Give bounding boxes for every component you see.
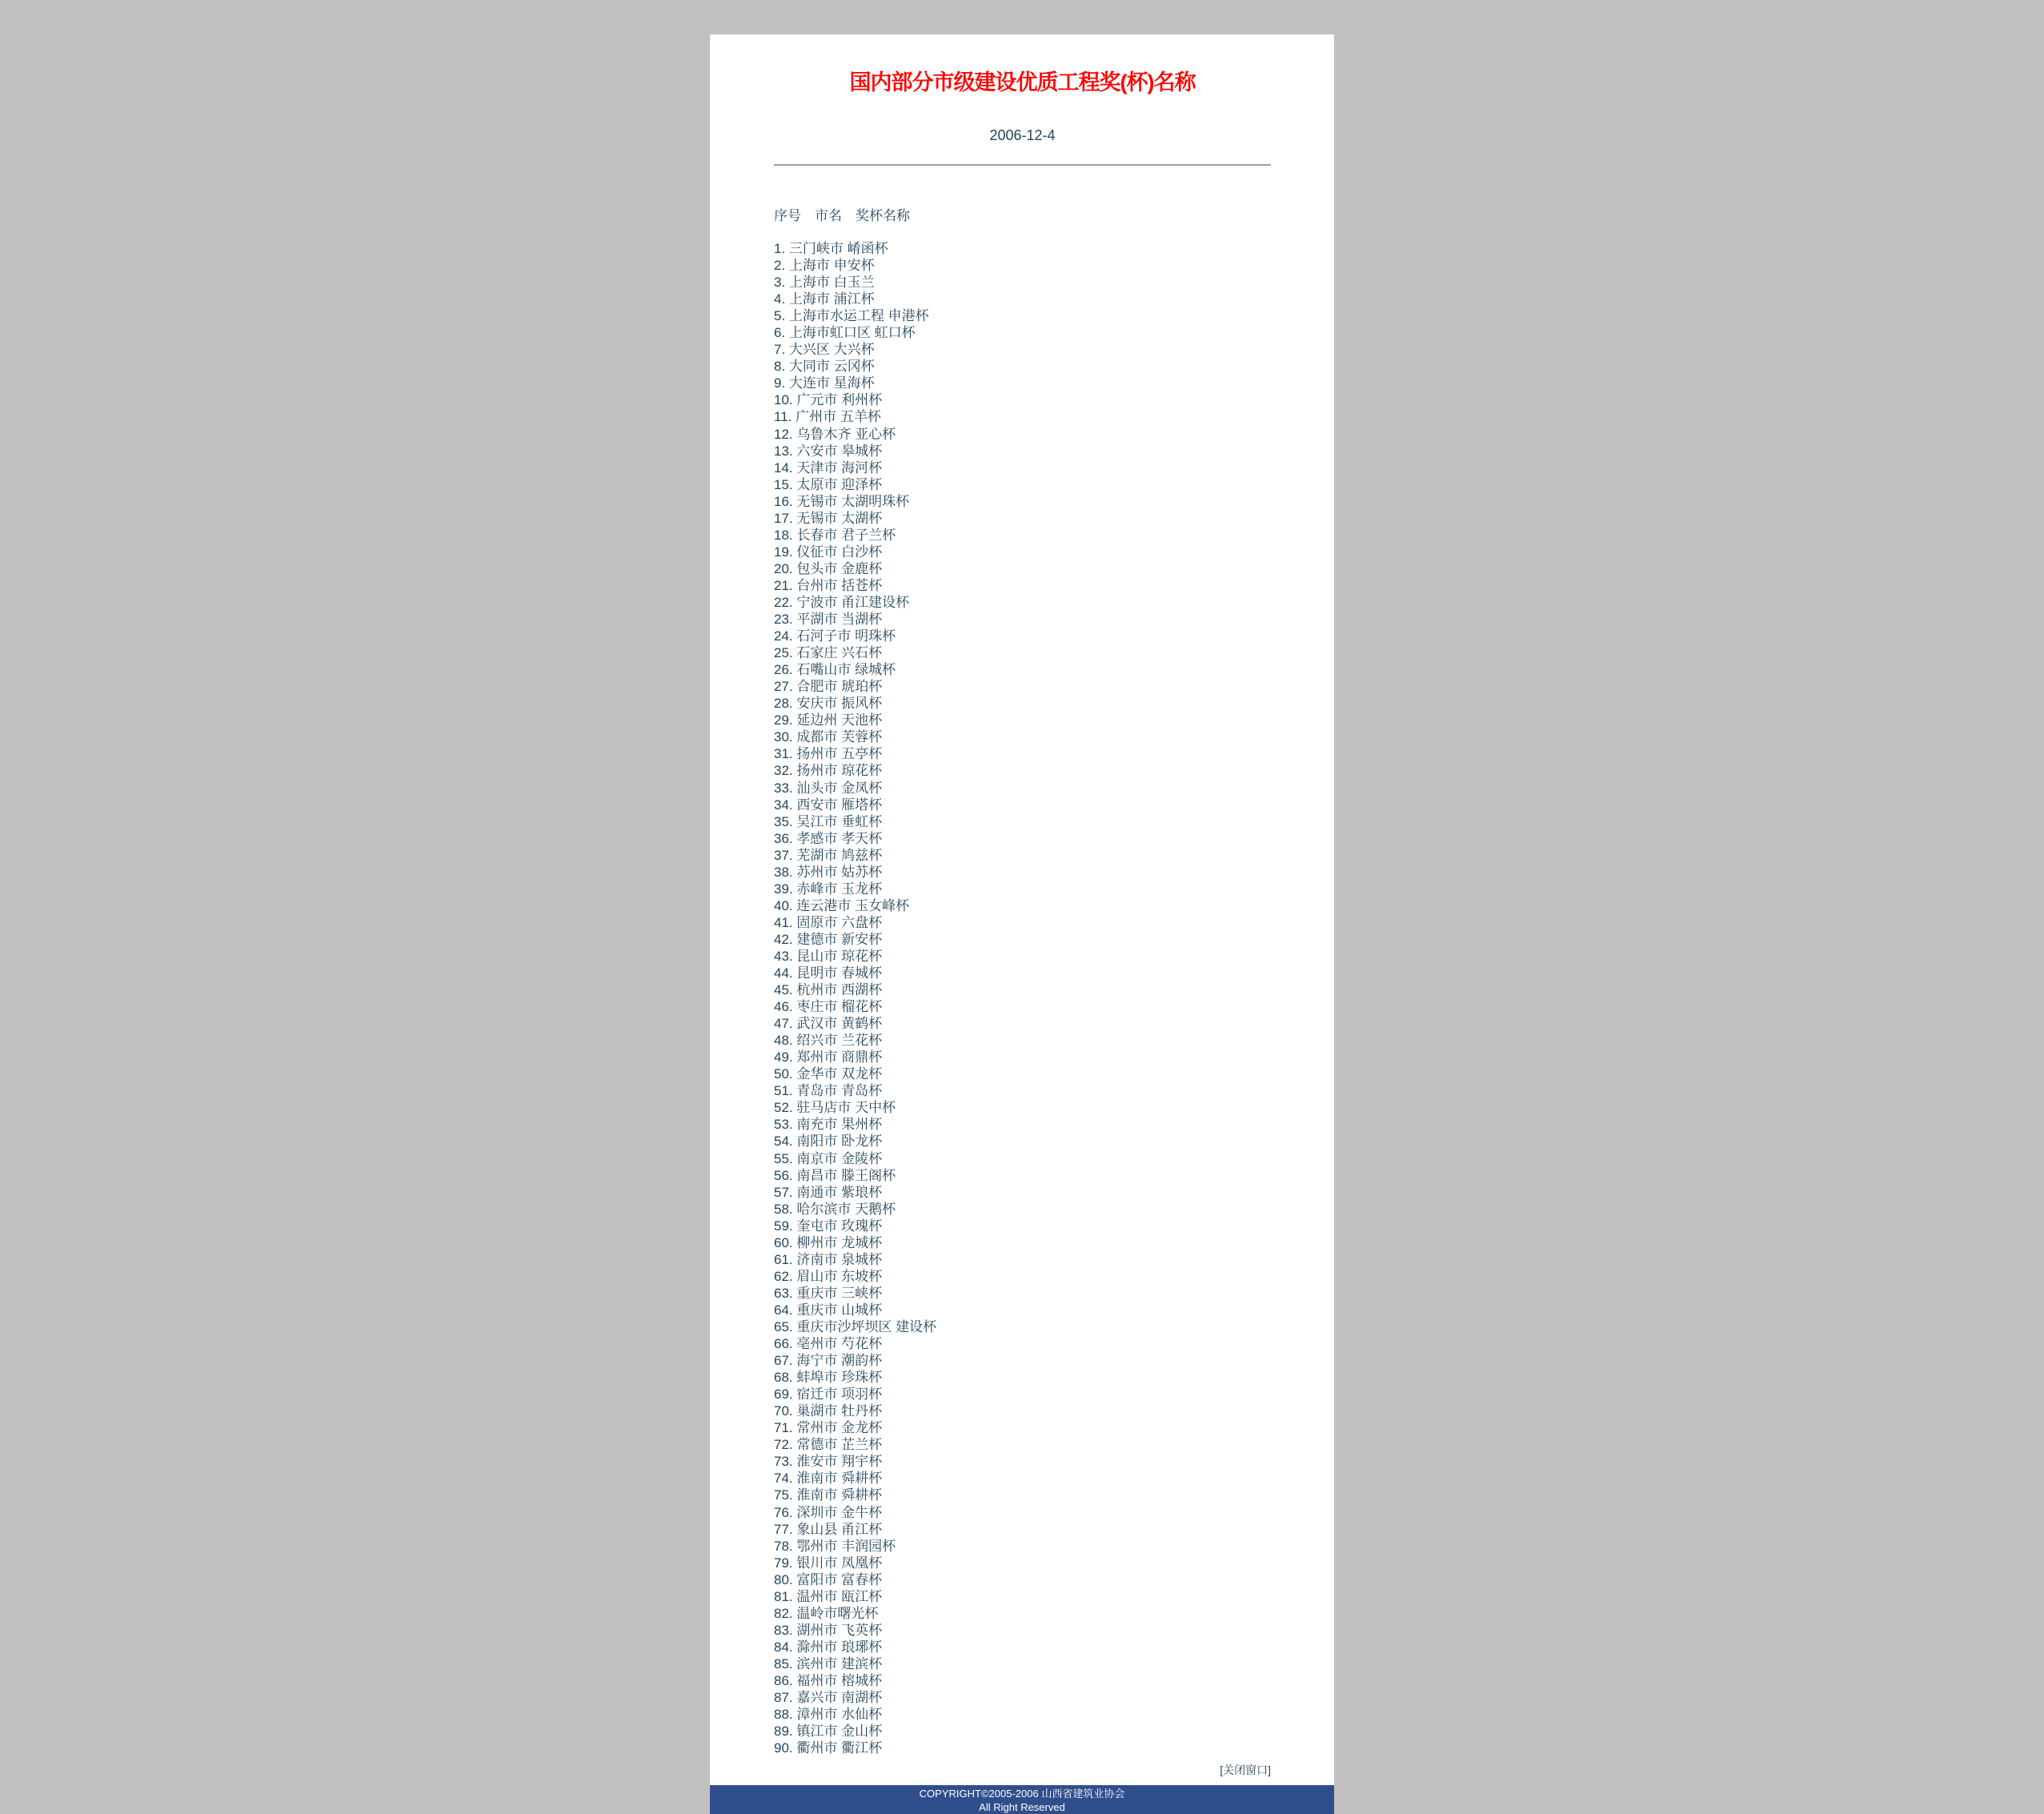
award-list-item: 38. 苏州市 姑苏杯: [774, 864, 883, 880]
award-list-item: 43. 昆山市 琼花杯: [774, 948, 883, 964]
award-list-item: 27. 合肥市 琥珀杯: [774, 679, 883, 695]
award-list-item: 80. 富阳市 富春杯: [774, 1571, 883, 1587]
award-list-item: 28. 安庆市 振风杯: [774, 696, 883, 712]
award-list-item: 31. 扬州市 五亭杯: [774, 746, 883, 762]
award-list-item: 83. 湖州市 飞英杯: [774, 1622, 883, 1638]
publish-date: 2006-12-4: [989, 127, 1056, 143]
award-list-item: 17. 无锡市 太湖杯: [774, 510, 883, 526]
award-list-item: 16. 无锡市 太湖明珠杯: [774, 493, 910, 509]
award-list-item: 82. 温岭市曙光杯: [774, 1605, 879, 1621]
award-list-item: 29. 延边州 天池杯: [774, 712, 883, 728]
award-list-item: 40. 连云港市 玉女峰杯: [774, 897, 910, 913]
award-list-item: 44. 昆明市 春城杯: [774, 965, 883, 981]
award-list-item: 1. 三门峡市 崤函杯: [774, 241, 888, 256]
award-list-item: 3. 上海市 白玉兰: [774, 275, 875, 291]
award-list-item: 45. 杭州市 西湖杯: [774, 982, 883, 998]
list-header: 序号 市名 奖杯名称: [774, 208, 910, 223]
award-list-item: 15. 太原市 迎泽杯: [774, 476, 883, 492]
award-list-item: 7. 大兴区 大兴杯: [774, 342, 875, 358]
award-list-item: 53. 南充市 果州杯: [774, 1117, 883, 1133]
award-list-item: 18. 长春市 君子兰杯: [774, 527, 896, 543]
close-window-link[interactable]: [关闭窗口]: [1220, 1764, 1271, 1776]
award-list-item: 26. 石嘴山市 绿城杯: [774, 662, 896, 678]
award-list-item: 5. 上海市水运工程 申港杯: [774, 308, 929, 324]
footer-copyright: COPYRIGHT©2005-2006 山西省建筑业协会: [919, 1788, 1125, 1800]
award-list-item: 57. 南通市 紫琅杯: [774, 1184, 883, 1200]
award-list-item: 24. 石河子市 明珠杯: [774, 628, 896, 644]
award-list-item: 56. 南昌市 滕王阁杯: [774, 1167, 896, 1183]
award-list-item: 30. 成都市 芙蓉杯: [774, 729, 883, 745]
award-list-item: 64. 重庆市 山城杯: [774, 1302, 883, 1318]
award-list-item: 46. 枣庄市 榴花杯: [774, 999, 883, 1015]
award-list-item: 41. 固原市 六盘杯: [774, 914, 883, 930]
award-list-item: 8. 大同市 云冈杯: [774, 359, 875, 375]
award-list-item: 63. 重庆市 三峡杯: [774, 1285, 883, 1301]
award-list-item: 49. 郑州市 商鼎杯: [774, 1049, 883, 1066]
award-list-item: 59. 奎屯市 玫瑰杯: [774, 1218, 883, 1234]
award-list-item: 89. 镇江市 金山杯: [774, 1724, 883, 1740]
award-list-item: 58. 哈尔滨市 天鹅杯: [774, 1201, 896, 1217]
award-list-item: 69. 宿迁市 项羽杯: [774, 1387, 883, 1403]
award-list-item: 20. 包头市 金鹿杯: [774, 560, 883, 576]
award-list-item: 42. 建德市 新安杯: [774, 931, 883, 947]
award-list-item: 66. 亳州市 芍花杯: [774, 1336, 883, 1352]
award-list-item: 9. 大连市 星海杯: [774, 375, 875, 391]
award-list-item: 60. 柳州市 龙城杯: [774, 1234, 883, 1250]
award-list-item: 22. 宁波市 甬江建设杯: [774, 594, 910, 610]
award-list-item: 36. 孝感市 孝天杯: [774, 830, 883, 846]
award-list-item: 70. 巢湖市 牡丹杯: [774, 1403, 883, 1419]
award-list-item: 37. 芜湖市 鸠兹杯: [774, 847, 883, 863]
award-list-item: 68. 蚌埠市 珍珠杯: [774, 1370, 883, 1386]
award-list-item: 87. 嘉兴市 南湖杯: [774, 1690, 883, 1706]
award-list-item: 90. 衢州市 衢江杯: [774, 1740, 883, 1756]
award-list-item: 65. 重庆市沙坪坝区 建设杯: [774, 1319, 937, 1334]
award-list-item: 19. 仪征市 白沙杯: [774, 544, 883, 560]
award-list-item: 76. 深圳市 金牛杯: [774, 1504, 883, 1520]
award-list: [774, 240, 936, 1756]
award-list-item: 72. 常德市 芷兰杯: [774, 1437, 883, 1453]
award-list-item: 81. 温州市 瓯江杯: [774, 1588, 883, 1604]
award-list-item: 85. 滨州市 建滨杯: [774, 1655, 883, 1672]
award-list-item: 14. 天津市 海河杯: [774, 460, 883, 476]
award-list-item: 23. 平湖市 当湖杯: [774, 612, 883, 628]
award-list-item: 50. 金华市 双龙杯: [774, 1066, 883, 1082]
award-list-item: 88. 漳州市 水仙杯: [774, 1707, 883, 1723]
award-list-item: 6. 上海市虹口区 虹口杯: [774, 325, 916, 341]
award-list-item: 67. 海宁市 潮韵杯: [774, 1353, 883, 1369]
footer-rights: All Right Reserved: [979, 1801, 1065, 1813]
award-list-item: 75. 淮南市 舜耕杯: [774, 1487, 883, 1503]
award-list-item: 51. 青岛市 青岛杯: [774, 1083, 883, 1099]
award-list-item: 52. 驻马店市 天中杯: [774, 1100, 896, 1116]
page-title: 国内部分市级建设优质工程奖(杯)名称: [849, 70, 1196, 94]
footer-bar: [710, 1785, 1334, 1814]
award-list-item: 71. 常州市 金龙杯: [774, 1420, 883, 1436]
award-list-item: 47. 武汉市 黄鹤杯: [774, 1016, 883, 1032]
award-list-item: 55. 南京市 金陵杯: [774, 1150, 883, 1166]
award-list-item: 84. 滁州市 琅琊杯: [774, 1639, 883, 1655]
award-list-item: 77. 象山县 甬江杯: [774, 1521, 883, 1537]
article-panel: [710, 34, 1334, 1814]
award-list-item: 86. 福州市 榕城杯: [774, 1672, 883, 1688]
award-list-item: 78. 鄂州市 丰润园杯: [774, 1538, 896, 1554]
award-list-item: 2. 上海市 申安杯: [774, 258, 875, 274]
award-list-item: 33. 汕头市 金凤杯: [774, 780, 883, 796]
award-list-item: 10. 广元市 利州杯: [774, 392, 883, 408]
award-list-item: 32. 扬州市 琼花杯: [774, 763, 883, 779]
award-list-item: 35. 吴江市 垂虹杯: [774, 813, 883, 829]
award-list-item: 12. 乌鲁木齐 亚心杯: [774, 426, 896, 442]
award-list-item: 54. 南阳市 卧龙杯: [774, 1134, 883, 1150]
award-list-item: 25. 石家庄 兴石杯: [774, 645, 883, 661]
award-list-item: 34. 西安市 雁塔杯: [774, 797, 883, 813]
award-list-item: 39. 赤峰市 玉龙杯: [774, 881, 883, 897]
award-list-item: 74. 淮南市 舜耕杯: [774, 1471, 883, 1487]
award-list-item: 21. 台州市 括苍杯: [774, 577, 883, 593]
award-list-item: 61. 济南市 泉城杯: [774, 1251, 883, 1267]
award-list-item: 11. 广州市 五羊杯: [774, 409, 881, 425]
award-list-item: 4. 上海市 浦江杯: [774, 291, 875, 307]
award-list-item: 48. 绍兴市 兰花杯: [774, 1033, 883, 1049]
award-list-item: 79. 银川市 凤凰杯: [774, 1555, 883, 1571]
award-list-item: 13. 六安市 皋城杯: [774, 443, 883, 459]
award-list-item: 62. 眉山市 东坡杯: [774, 1268, 883, 1284]
award-list-item: 73. 淮安市 翔宇杯: [774, 1454, 883, 1470]
divider-line: [774, 164, 1271, 166]
